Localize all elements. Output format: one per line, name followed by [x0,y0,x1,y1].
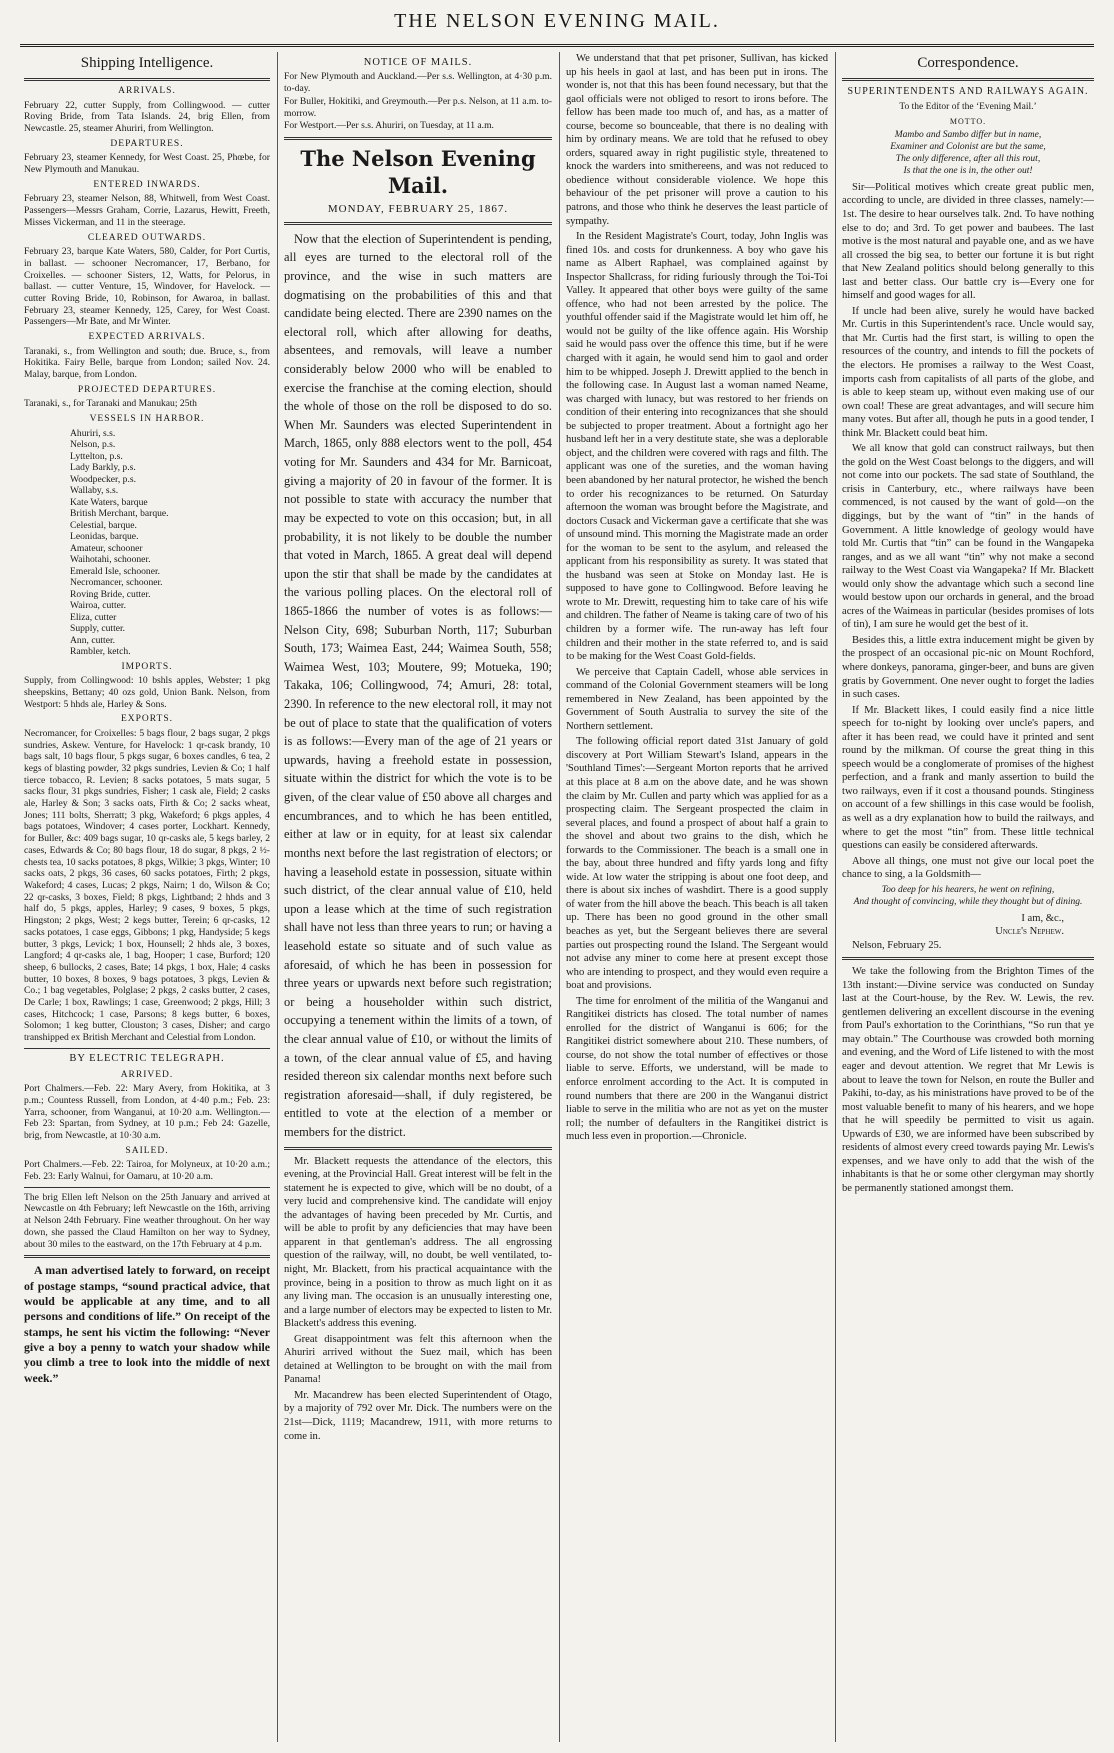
list-item: Wairoa, cutter. [70,600,126,612]
paragraph: Taranaki, s., from Wellington and south; due. Bruce, s., from Hokitika. Fairy Belle, barque from London; sailed Nov. 24. Malay, barque, from London. [24,345,270,381]
paragraph: Port Chalmers.—Feb. 22: Mary Avery, from Hokitika, at 3 p.m.; Countess Russell, from London, at 4·40 p.m.; Feb. 23: Yarra, schooner, from Wanganui, at 10·20 a.m. Wellington.—Feb 23: Spartan, from Sydney, at 10 p.m.; Feb 24: Gazelle, brig, from Newcastle, at 10·30 a.m. [24,1083,270,1142]
paragraph: We understand that that pet prisoner, Sullivan, has kicked up his heels in gaol at last, and has been put in irons. The wonder is, not that this has been found necessary, but that the gaol officials were not obliged to resort to irons before. The fellow has been made too much of, and has, as a matter of course, become so bounceable, that there is no dealing with him by ordinary means. We are told that he refused to obey orders, squared away in right pugilistic style, threatened to knock the warders into smithereens, and was not reduced to obedience without considerable violence. We hope this behaviour of the pet prisoner will prove a caution to his patrons, and those who think he deserves the least particle of sympathy. [566,53,828,227]
paragraph: Above all things, one must not give our local poet the chance to sing, a la Goldsmith— [842,855,1094,881]
list-item: Woodpecker, p.s. [70,473,136,485]
subheading: SAILED. [125,1145,169,1156]
bold-paragraph: A man advertised lately to forward, on receipt of postage stamps, “sound practical advice, that would be applicable at any time, and to all persons and conditions of life.” On receipt of the stamps, he sent his victim the following: “Never give a boy a penny to watch your shadow while you climb a tree to look into the middle of next week.” [24,1263,270,1385]
list-item: British Merchant, barque. [70,508,169,520]
list-item: Roving Bride, cutter. [70,588,151,600]
motto-line: Is that the one is in, the other out! [903,166,1033,176]
motto [842,130,1094,178]
list-item: Amateur, schooner [70,542,143,554]
dateline-place: Nelson, February 25. [852,939,942,951]
paragraph: If Mr. Blackett likes, I could easily find a nice little speech for to-night by looking over uncle's papers, and after it has been read, we could have it printed and sent round by the milkman. Of course the great thing in this speech would be a conglomerate of promises of the highest perfection, and a frank and manly assertion to build the two railways, even if it cost a thousand pounds. Stinginess on account of a few shillings in this case would be foolish, as well as a dry explanation how to build the railways, and where to get the most “tin” from. These little technical questions can easily be considered afterwards. [842,704,1094,852]
paragraph: We all know that gold can construct railways, but then the gold on the West Coast belongs to the diggers, and will not come into our pockets. The sad state of Southland, the crisis in Canterbury, etc., where railways have been commenced, is not caused by the want of gold—on the diggings, but by the want of “tin” in the hands of Government. A little knowledge of geology would have told Mr. Curtis that “tin” can be found in the Wangapeka ranges, and as we all want “tin” why not make a second railway to the West Coast via Wangapeka? If Mr. Blackett would only show the advantage which such a second line would bestow upon our orchards in general, and the broad acres of the Waimeas in particular (besides promises of lots of tin), I am sure he would get the best of it. [842,443,1094,631]
vessel-list [24,428,270,658]
paragraph: Taranaki, s., for Taranaki and Manukau; 25th [24,398,197,410]
subheading: EXPECTED ARRIVALS. [88,332,206,343]
paragraph: If uncle had been alive, surely he would have backed Mr. Curtis in this Superintendent's race. Uncle would say, that Mr. Curtis had the first start, is willing to open the resources of the country, and intends to fill the pockets of the electors. He promises a railway to the West Coast, imports cash from capitalists of all parts of the globe, and is able to keep steam up, without even making use of our own coal! These are great advantages, and will secure him many votes. But after all, though he puts in a good tender, I think Mr. Blackett could beat him. [842,305,1094,439]
verse-line: Too deep for his hearers, he went on refining, [881,884,1055,895]
list-item: Lady Barkly, p.s. [70,462,136,474]
paragraph: We take the following from the Brighton Times of the 13th instant:—Divine service was conducted on Sunday last at the Court-house, by the Rev. W. Lewis, the rev. gentlemen delivering an excellent discourse in the evening from Paul's exhortation to the Corinthians, “So run that ye may obtain.” The Courthouse was crowded both morning and evening, and the Word of Life listened to with the most eager and devout attention. We regret that Mr Lewis is about to leave the town for Nelson, en route the Buller and Pakihi, to-day, as his ministrations have proved to be of the most valuable benefit to many of his hearers, and we hope that he will speedily be permitted to visit us again. Upwards of £30, we are informed have been subscribed by residents of almost every creed towards paying Mr. Lewis's expenses, and we have only to add that the wish of the inhabitants is that he or some other clergyman may shortly be permanently stationed amongst them. [842,966,1094,1194]
column-shipping [24,52,270,1742]
leading-article: Now that the election of Superintendent is pending, all eyes are turned to the electoral roll of the province, and the wise in such matters are dogmatising on the probabilities of this and that candidate being elected. There are 2390 names on the electoral roll, which after allowing for deaths, absentees, and removals, will leave a number considerably below 2000 who will be enabled to exercise the franchise at the coming election, should the whole of those on the roll be disposed to do so. When Mr. Saunders was elected Superintendent in March, 1865, only 888 electors went to the poll, 454 voting for Mr. Saunders and 434 for Mr. Barnicoat, giving a majority of 20 in favour of the former. It is not possible to state with accuracy the number that may be expected to vote on this occasion; but, in all probability, it is not likely to be double the number that voted in March, 1865. A great deal will depend upon the stir that shall be made by the candidates at the various polling places. On the electoral roll of 1865-1866 the number of votes is as follows:—Nelson City, 698; Suburban North, 117; Suburban South, 173; Waimea East, 244; Waimea South, 558; Waimea West, 103; Moutere, 99; Motueka, 190; Takaka, 106; Collingwood, 74; Amuri, 28: total, 2390. In reference to the new electoral roll, it may not be out of place to state that the qualification of voters is as follows:—Every man of the age of 21 years or upwards, having a freehold estate in possession, situate within the district for which the vote is to be given, of the clear value of £50 above all charges and encumbrances, and to which he has been entitled, either at law or in equity, for at least six calendar months next before the last registration of electors; or having a leasehold estate in possession, situate within such district, of the clear annual value of £10, held upon a lease which at the time of such registration shall have not less than three years to run; or having a leasehold estate so situate and of such value as aforesaid, of which he has been in possession for three years or upwards next before such registration; or being a householder within such district, occupying a tenement within the limits of a town, of the clear annual value of £10, or without the limits of a town, of the clear annual value of £5, and having resided thereon six calendar months next before such registration aforesaid—shall, if duly registered, be entitled to vote at the election of a member or members for the district. [284,231,552,1140]
masthead-rule [20,44,1094,47]
masthead: THE NELSON EVENING MAIL. [394,10,720,32]
subheading: DEPARTURES. [110,138,184,149]
verse-line: And thought of convincing, while they thought but of dining. [853,896,1083,907]
list-item: Leonidas, barque. [70,531,139,543]
motto-line: Mambo and Sambo differ but in name, [894,130,1042,141]
list-item: Rambler, ketch. [70,646,131,658]
paragraph: February 23, steamer Kennedy, for West Coast. 25, Phœbe, for New Plymouth and Manukau. [24,152,270,176]
notice-heading: NOTICE OF MAILS. [363,57,473,68]
section-header: Shipping Intelligence. [80,55,214,71]
divider [24,1048,270,1049]
letter-title: SUPERINTENDENTS AND RAILWAYS AGAIN. [847,86,1089,98]
paragraph: Port Chalmers.—Feb. 22: Tairoa, for Molyneux, at 10·20 a.m.; Feb. 23: Early Walnui, for Oamaru, at 10·20 a.m. [24,1159,270,1183]
section-header: Correspondence. [917,55,1019,71]
subheading: IMPORTS. [121,661,173,672]
subheading: BY ELECTRIC TELEGRAPH. [69,1052,225,1064]
paragraph: February 22, cutter Supply, from Collingwood. — cutter Roving Bride, from Tata Islands. 24, brig Ellen, from Newcastle. 25, steamer Ahuriri, from Wellington. [24,99,270,135]
column-divider [277,52,278,1742]
paragraph: Great disappointment was felt this afternoon when the Ahuriri arrived without the Suez mail, which has been detained at Wellington to be brought on with the mail from Panama! [284,1333,552,1386]
list-item: Nelson, p.s. [70,439,116,451]
divider [842,957,1094,960]
paragraph: Sir—Political motives which create great public men, according to uncle, are divided in three classes, namely:—1st. The desire to hear ourselves talk. 2nd. To have nothing else to do; and 3rd. To get power and baubees. The last motive is the most natural and payable one, and as we have all crossed the big sea, to better our fortune it is but right that New Zealand politics should belong generally to this last and better class. Our battle cry is—Every one for himself and good wages for all. [842,181,1094,302]
paragraph: Mr. Blackett requests the attendance of the electors, this evening, at the Provincial Hall. Great interest will be felt in the statement he is expected to give, which will be no doubt, of a very lucid and comprehensive kind. The candidate will enjoy the advantages of having been preceded by Mr. Curtis, and will be able to profit by any deficiencies that may have been apparent in that gentleman's address. The all engrossing question of the railway, will, no doubt, be well ventilated, to-night, Mr. Blackett, from his practical acquaintance with the province, being in a position to throw as much light on it as any living man. The occasion is an unusually interesting one, and a large number of electors may be expected to listen to Mr. Blackett's address this evening. [284,1155,552,1330]
list-item: Waihotahi, schooner. [70,554,151,566]
list-item: Wallaby, s.s. [70,485,119,497]
motto-line: Examiner and Colonist are but the same, [890,142,1046,153]
list-item: Emerald Isle, schooner. [70,565,161,577]
subheading: PROJECTED DEPARTURES. [77,384,217,395]
subheading: ARRIVALS. [118,86,176,97]
divider [284,222,552,225]
notice-line: For New Plymouth and Auckland.—Per s.s. Wellington, at 4·30 p.m. to-day. [284,71,552,95]
list-item: Supply, cutter. [70,623,126,635]
motto-line: The only difference, after all this rout, [895,154,1041,165]
list-item: Kate Waters, barque [70,496,148,508]
column-editorial [284,52,552,1742]
list-item: Eliza, cutter [70,611,117,623]
column-correspondence [842,52,1094,1742]
column-divider [559,52,560,1742]
divider [284,1147,552,1150]
dateline: MONDAY, FEBRUARY 25, 1867. [327,202,509,215]
list-item: Ahuriri, s.s. [70,427,116,439]
letter-address: To the Editor of the ‘Evening Mail.’ [899,101,1037,112]
verse [842,885,1094,909]
paragraph: The following official report dated 31st January of gold discovery at Port William Stewart's Island, appears in the 'Southland Times':—Sergeant Morton reports that he arrived at this place at 8 a.m on the above date, and he was shown the claim by Mr. Cullen and party which was applied for as a prospecting claim. The Sergeant prospected the claim in several places, and found a prospect of about half a grain to the shovel and about two grains to the dish, which he forwards to the Commissioner. The beach is a small one in the bay, about three hundred and fifty yards long and fifty wide. At low water the stripping is about one foot deep, and there is about six inches of washdirt. There is a good supply of water from the hill above the beach. This beach is all taken up. There has been no good ground in the other small beaches as yet, but the Sergeant believes there are several parties out prospecting round the Island. The Sergeant would not advise any miner to come here at present except those who are intending to prospect, and they would even require a boat and provisions. [566,736,828,992]
signature-name: Uncle's Nephew. [995,926,1064,938]
subheading: VESSELS IN HARBOR. [89,414,205,425]
subheading: ENTERED INWARDS. [93,179,201,190]
notice-line: For Westport.—Per s.s. Ahuriri, on Tuesday, at 11 a.m. [284,120,494,132]
list-item: Lyttelton, p.s. [70,450,123,462]
list-item: Celestial, barque. [70,519,137,531]
divider [24,78,270,81]
paragraph: We perceive that Captain Cadell, whose able services in command of the Colonial Government steamers will be long remembered in New Zealand, has been appointed by the Government of South Australia to survey the site of the Northern settlement. [566,666,828,732]
notice-line: For Buller, Hokitiki, and Greymouth.—Per p.s. Nelson, at 11 a.m. to-morrow. [284,95,552,119]
divider [24,1187,270,1188]
paragraph: Besides this, a little extra inducement might be given by the prospect of an occasional pic-nic on Mount Rochford, where donkeys, panorama, ginger-beer, and buns are given gratis by Government. One never ought to forget the ladies in such cases. [842,634,1094,701]
divider [284,137,552,140]
paragraph: Supply, from Collingwood: 10 bshls apples, Webster; 1 pkg sheepskins, Bettany; 40 ozs gold, Union Bank. Nelson, from Westport: 5 hhds ale, Harley & Sons. [24,675,270,710]
column-news [566,52,828,1742]
paper-title: The Nelson Evening Mail. [300,145,536,198]
paragraph: February 23, barque Kate Waters, 580, Calder, for Port Curtis, in ballast. — schooner Necromancer, 17, Berbano, for Croixelles. — schooner Sisters, 12, Watts, for Pelorus, in ballast. — cutter Venture, 15, Windover, for Havelock. — cutter Roving Bride, 10, Robinson, for Awaroa, in ballast. February 23, steamer Kennedy, 125, Carey, for West Coast. Passengers—Mr Bate, and Mr Winter. [24,246,270,328]
list-item: Necromancer, schooner. [70,577,163,589]
list-item: Ann, cutter. [70,634,116,646]
paragraph: The time for enrolment of the militia of the Wanganui and Rangitikei districts has closed. The total number of names enrolled for the district of Wanganui is 606; for the Rangitikei district somewhere about 210. These numbers, of course, do not show the total number of effectives or those liable to serve. Efforts, we understand, will be made to enforce enrolment according to the Act. It is computed in round numbers that there are 200 in the Wanganui district liable to serve in the militia who are not as yet on the muster roll; the number of defaulters in the Rangitikei district is much less even in proportion.—Chronicle. [566,995,828,1143]
column-divider [835,52,836,1742]
divider [24,1255,270,1258]
subheading: EXPORTS. [120,714,174,725]
motto-label: MOTTO. [949,117,987,127]
paragraph: The brig Ellen left Nelson on the 25th January and arrived at Newcastle on 4th February; left Newcastle on the 16th, arriving at Nelson 24th February. Fine weather throughout. On her way down, she passed the Claud Hamilton on her way to Sydney, about 30 miles to the eastward, on the 17th February at 4 p.m. [24,1191,270,1250]
paragraph: Necromancer, for Croixelles: 5 bags flour, 2 bags sugar, 2 pkgs sundries, Askew. Venture, for Havelock: 1 qr-cask brandy, 10 bags salt, 10 bags flour, 5 pkgs sugar, 6 boxes candles, 6 tea, 2 kegs of blasting powder, 32 pkgs sundries, Levien & Co; 1 half tierce tobacco, R. Levien; 8 sacks potatoes, 5 mats sugar, 5 sacks flour, 31 pkgs sundries, Fisher; 1 cask ale, Field; 2 casks ale, Harley & Son; 3 sacks oats, Firth & Co; 2 sacks wheat, Jones; 111 bolts, Sherratt; 3 pkg, Wakeford; 6 pkgs apples, 4 bags potatoes, Windover; 4 cases porter, Lockhart. Kennedy, for Buller, &c: 409 bags sugar, 10 qr-casks ale, 5 kegs barley, 2 cases, Edwards & Co; 80 bags flour, 18 do sugar, 8 pkgs, 2 ½-chests tea, 10 sacks potatoes, 8 pkgs, Wilkie; 3 pkgs, Winter; 10 sacks oats, 2 pkgs, 36 cases, 60 sacks potatoes, Firth; 2 pkgs, Wakeford; 4 cases, Lucas; 2 pkgs, Nairn; 1 do, Wilson & Co; 22 qr-casks, 3 boxes, Field; 8 pkgs, Lightband; 2 hhds and 3 half do, 5 pkgs, apples, Harley; 9 cases, 9 boxes, 5 pkgs, Hingston; 2 pkgs, West; 2 kegs butter, Terein; 6 qr-casks, 12 sacks potatoes, 1 case eggs, Gibbons; 1 pkg, Handyside; 5 kegs butter, 3 pkgs, Levick; 1 box, Hounsell; 2 hhds ale, 3 boxes, Langford; 4 qr-casks ale, 1 bag, Hooper; 1 case, Burford; 120 sheep, 6 bullocks, 2 cases, Bate; 14 pkgs, 1 box, Hale; 4 casks butter, 10 boxes, 8 boxes, 9 bags potatoes, 3 pkgs, Levien & Co.; 1 bag vegetables, Polglase; 2 pkgs, 2 casks butter, 2 cases, De Carle; 1 box, Rawlings; 1 case, Greenwood; 2 pkgs, Hill; 3 cases, Hitchcock; 1 case, Parsons; 8 kegs butter, 6 boxes, Solomon; 1 keg butter, Clouston; 3 cases, Disher; and cargo transhipped ex British Merchant and Celestial from London. [24,727,270,1044]
paragraph: February 23, steamer Nelson, 88, Whitwell, from West Coast. Passengers—Messrs Graham, Corrie, Lazarus, Hewitt, Freeth, Misses Vickerman, and 11 in the steerage. [24,193,270,228]
signature-closing: I am, &c., [1021,912,1064,924]
paragraph: In the Resident Magistrate's Court, today, John Inglis was fined 10s. and costs for drunkenness. A boy who gave his name as Albert Raphael, was complained against by Inspector Shallcrass, for riding furiously through the Toi-Toi Valley. It appeared that other boys were guilty of the same offence, who had not been arrested by the police. The youthful offender said if the Magistrate would let him off, he would not be guilty of the like offence again. His Worship said he would pass over the offence this time, but if he were charged with it again, he would send him to gaol and order him to be whipped. Joseph J. Drewitt applied to the bench in the following case. In August last a woman named Neame, was charged with lunacy, but was restored to her friends on condition of their entering into recognizances that she should be subjected to proper treatment. About a fortnight ago her husband left her in a very destitute state, she was a deplorable object, and the children were covered with rags and filth. The applicant was one of the sureties, and the woman having been abandoned by her natural protector, he wished the bench to order his recognizances to be returned. On Saturday afternoon the woman was brought before the Magistrate, and doctors Cusack and Vickerman gave a certificate that she was of unsound mind. This morning the Magistrate made an order for the woman to be sent to the asylum, and released the applicant from his responsibility as surety. It was stated that the husband was seen at Stoke on Monday last. He is supposed to have gone to Collingwood. Before leaving he wrote to Mr. Drewitt, requesting him to take care of his wife and children. The father of Neame is taking care of two of his children by a former wife. The run-away has left four children and their mother in the state referred to, and is said to be making for the West Coast Gold-fields. [566,231,828,663]
subheading: CLEARED OUTWARDS. [87,232,207,243]
paragraph: Mr. Macandrew has been elected Superintendent of Otago, by a majority of 792 over Mr. Dick. The numbers were on the 21st—Dick, 1119; Macandrew, 1911, with more returns to come in. [284,1389,552,1442]
subheading: ARRIVED. [120,1069,174,1080]
divider [842,78,1094,81]
